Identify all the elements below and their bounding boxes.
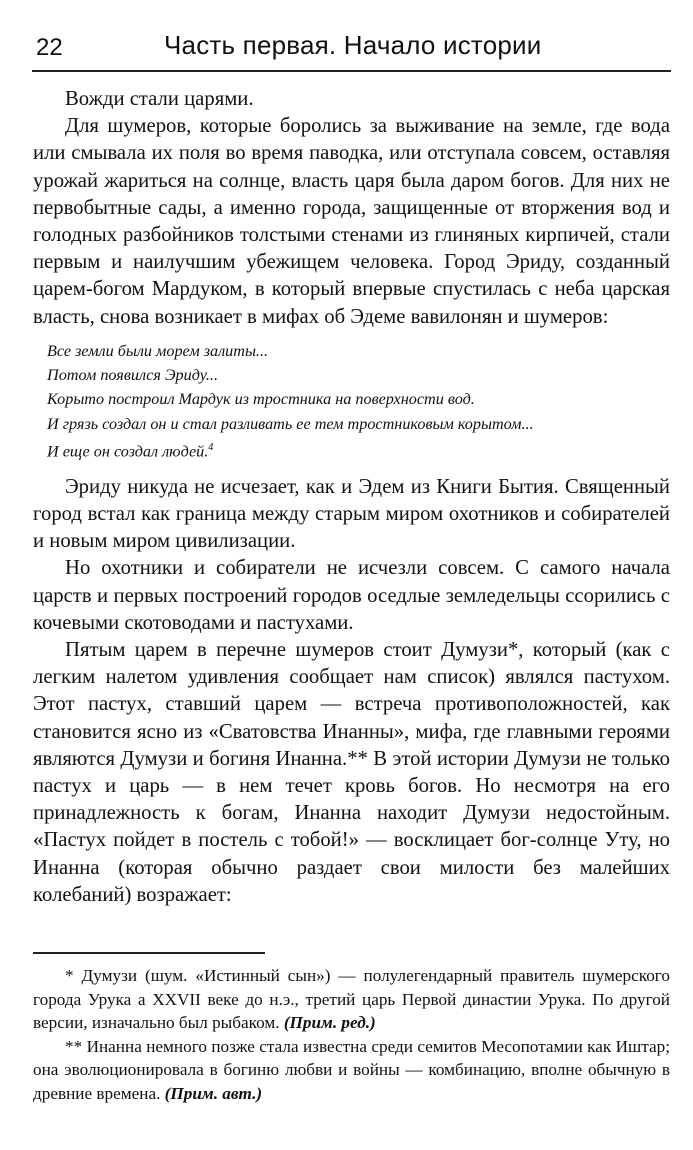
- footnote-1-text: * Думузи (шум. «Истинный сын») — полулегендарный правитель шумерского города Урука а XXVII веке до н.э., третий царь Первой династии Урука. По другой версии, изначально был рыбаком.: [33, 966, 670, 1032]
- footnote-1-note: (Прим. ред.): [283, 1013, 376, 1032]
- verse-line-4: И грязь создал он и стал разливать ее тем тростниковым корытом...: [47, 414, 534, 433]
- paragraph-2: Для шумеров, которые боролись за выживание на земле, где вода или смывала их поля во время паводка, или отступала совсем, оставляя урожай жариться на солнце, власть царя была даром богов. Для них не первобытные сады, а именно города, защищенные от вторжения вод и голодных разбойников толстыми стенами из глиняных кирпичей, стали первым и наилучшим убежищем человека. Город Эриду, созданный царем-богом Мардуком, в который впервые спустилась с неба царская власть, снова возникает в мифах об Эдеме вавилонян и шумеров:: [33, 115, 670, 328]
- footnote-rule: [33, 952, 265, 954]
- footnotes: [33, 964, 670, 1105]
- footnote-2: [33, 1035, 670, 1106]
- verse-line-2: Потом появился Эриду...: [47, 366, 219, 385]
- footnote-1: [33, 964, 670, 1035]
- footnote-2-note: (Прим. авт.): [164, 1083, 263, 1103]
- running-title: Часть первая. Начало истории: [164, 30, 542, 60]
- verse-line-1: Все земли были морем залиты...: [47, 341, 269, 360]
- paragraph-5: Пятым царем в перечне шумеров стоит Думузи*, который (как с легким налетом удивления сообщает нам список) являлся пастухом. Этот пастух, ставший царем — встреча противоположностей, как становится ясно из «Сватовства Инанны», мифа, где главными героями являются Думузи и богиня Инанна.** В этой истории Думузи не только пастух и царь — в нем течет кровь богов. Но несмотря на его принадлежность к богам, Инанна находит Думузи недостойным. «Пастух пойдет в постель с тобой!» — восклицает бог-солнце Уту, но Инанна (которая обычно раздает свои милости без малейших колебаний) возражает:: [33, 638, 670, 906]
- paragraph-3: Эриду никуда не исчезает, как и Эдем из Книги Бытия. Священный город встал как граница между старым миром охотников и собирателей и новым миром цивилизации.: [33, 475, 670, 553]
- verse-line-5-text: И еще он создал людей.: [47, 442, 209, 461]
- verse-line-3: Корыто построил Мардук из тростника на поверхности вод.: [47, 390, 475, 409]
- main-text: [33, 86, 670, 909]
- header-rule: [32, 70, 671, 72]
- endnote-marker: 4: [208, 442, 214, 454]
- verse-line-5: [47, 436, 670, 464]
- footnote-2-text: ** Инанна немного позже стала известна среди семитов Месопотамии как Иштар; она эволюционировала в богиню любви и войны — комбинацию, вполне обычную в древние времена.: [33, 1036, 670, 1103]
- page-number: 22: [36, 34, 63, 61]
- page-header: [32, 22, 672, 70]
- paragraph-4: Но охотники и собиратели не исчезли совсем. С самого начала царств и первых построений городов оседлые земледельцы ссорились с кочевыми скотоводами и пастухами.: [33, 557, 670, 634]
- verse-quote: [47, 339, 670, 464]
- paragraph-1: Вожди стали царями.: [65, 88, 254, 110]
